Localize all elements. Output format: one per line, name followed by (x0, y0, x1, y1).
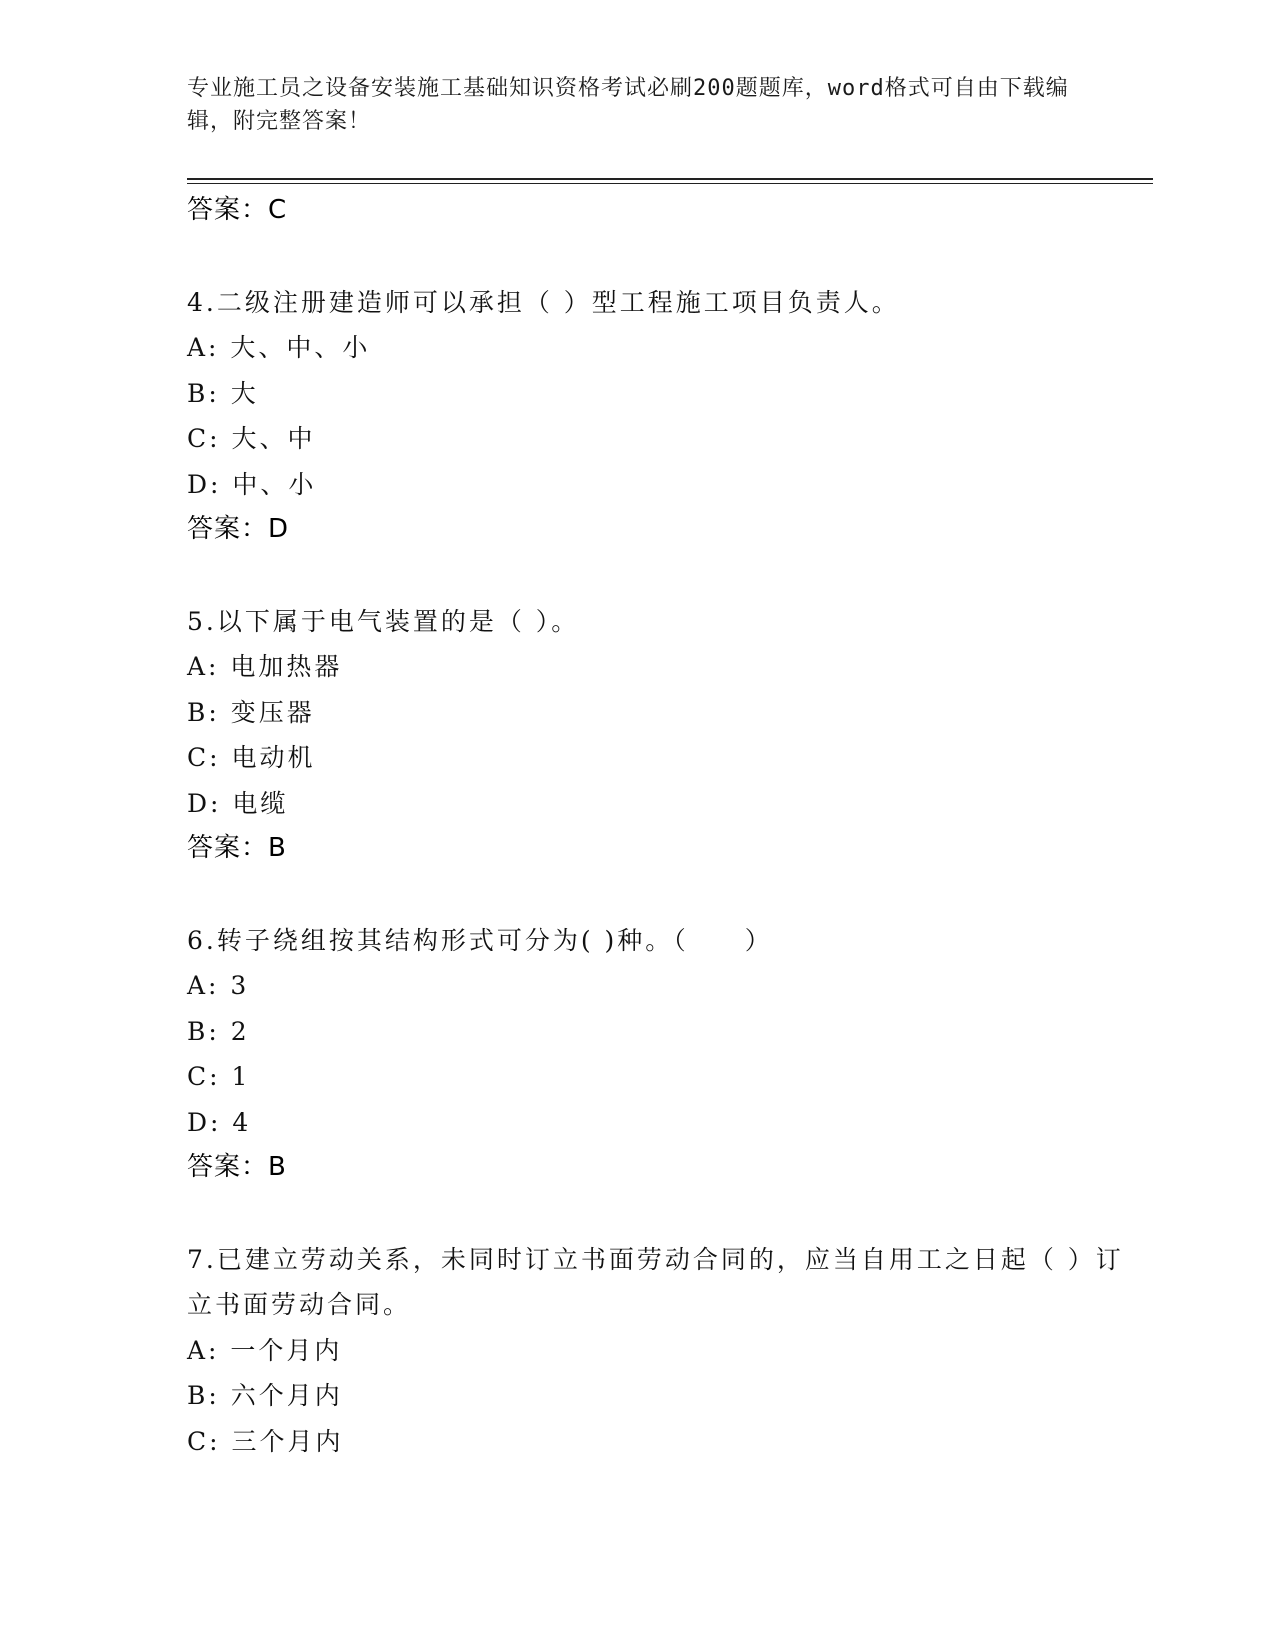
question-list (187, 188, 1147, 1464)
document-title: 专业施工员之设备安装施工基础知识资格考试必刷200题题库，word格式可自由下载编辑，附完整答案！ (187, 76, 1069, 134)
answer-line: 答案：D (187, 514, 290, 544)
question-stem: 7.已建立劳动关系，未同时订立书面劳动合同的，应当自用工之日起（ ）订立书面劳动合同。 (187, 1244, 1124, 1319)
option-b: B: 六个月内 (187, 1381, 343, 1410)
question-6 (187, 918, 1147, 1191)
question-5 (187, 599, 1147, 872)
option-a: A: 大、中、小 (187, 333, 371, 362)
option-a: A: 3 (187, 971, 250, 1000)
question-stem: 6.转子绕组按其结构形式可分为( )种。（ ） (187, 925, 773, 955)
option-a: A: 一个月内 (187, 1335, 343, 1365)
option-b: B: 变压器 (187, 697, 315, 727)
option-c: C: 大、中 (187, 424, 316, 453)
option-d: D: 4 (187, 1107, 252, 1137)
question-stem: 4.二级注册建造师可以承担（ ）型工程施工项目负责人。 (187, 287, 900, 317)
option-b: B: 大 (187, 378, 259, 408)
question-stem: 5.以下属于电气装置的是（ ）。 (187, 606, 580, 636)
answer-line: 答案：B (187, 833, 287, 863)
question-7 (187, 1237, 1147, 1465)
option-d: D: 电缆 (187, 788, 289, 818)
header-divider-thin (187, 183, 1153, 184)
answer-line: 答案：B (187, 1152, 287, 1182)
option-b: B: 2 (187, 1016, 250, 1046)
option-c: C: 电动机 (187, 743, 316, 772)
option-c: C: 1 (187, 1062, 251, 1091)
option-a: A: 电加热器 (187, 652, 343, 681)
option-c: C: 三个月内 (187, 1426, 344, 1456)
question-4 (187, 280, 1147, 553)
answer-line: 答案：C (187, 195, 288, 225)
header-divider-thick (187, 178, 1153, 180)
option-d: D: 中、小 (187, 469, 317, 499)
